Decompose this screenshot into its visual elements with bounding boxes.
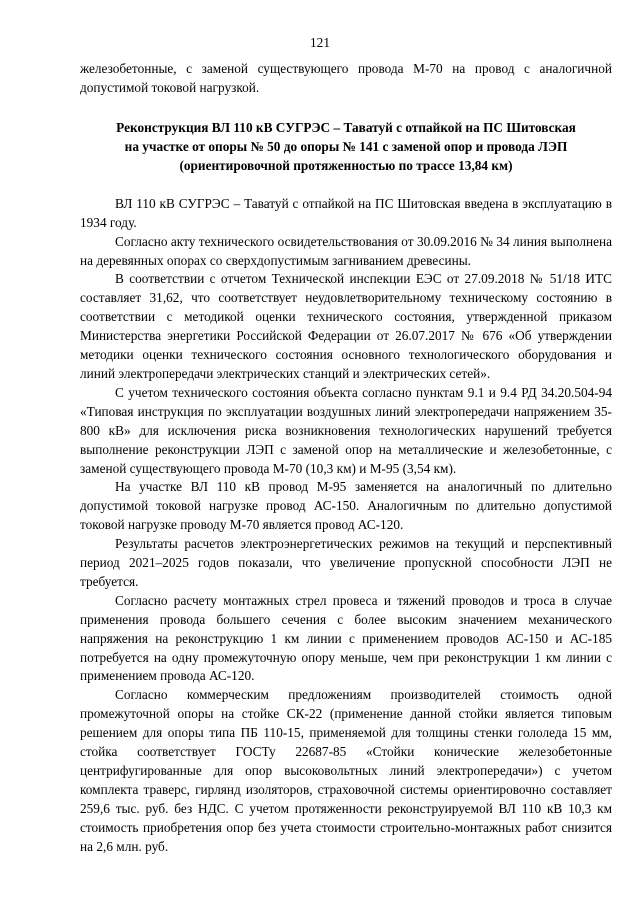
page-number: 121 — [310, 35, 330, 50]
intro-paragraph: железобетонные, с заменой существующего провода М-70 на провод с аналогичной допустимой токовой нагрузкой. — [80, 61, 612, 95]
paragraph-sag-calculation: Согласно расчету монтажных стрел провеса и тяжений проводов и троса в случае применения провода большего сечения с более высоким значением механического напряжения на реконструкцию 1 км линии с применением проводов АС-150 и АС-185 потребуется на одну промежуточную опору меньше, чем при реконструкции 1 км линии с применением провода АС-120. — [80, 592, 612, 684]
paragraph-commissioning: ВЛ 110 кВ СУГРЭС – Таватуй с отпайкой на ПС Шитовская введена в эксплуатацию в 1934 году. — [80, 195, 612, 230]
section-heading — [80, 118, 612, 175]
paragraph-its-report: В соответствии с отчетом Технической инспекции ЕЭС от 27.09.2018 № 51/18 ИТС составляет 31,62, что соответствует неудовлетворительному техническому состоянию в соответствии с методикой оценки технического состояния, утвержденной приказом Министерства энергетики Российской Федерации от 26.07.2017 № 676 «Об утверждении методики оценки технического состояния основного технологического оборудования и линий электропередачи электрических станций и электрических сетей». — [80, 271, 612, 381]
section-heading-line-2: на участке от опоры № 50 до опоры № 141 с заменой опор и провода ЛЭП — [124, 138, 568, 154]
section-heading-line-3: (ориентировочной протяженностью по трассе 13,84 км) — [179, 157, 513, 173]
section-heading-line-1: Реконструкция ВЛ 110 кВ СУГРЭС – Таватуй с отпайкой на ПС Шитовская — [116, 119, 576, 135]
paragraph-regime-calculations: Результаты расчетов электроэнергетических режимов на текущий и перспективный период 2021–2025 годов показали, что увеличение пропускной способности ЛЭП не требуется. — [80, 536, 612, 589]
paragraph-cost-estimate: Согласно коммерческим предложениям производителей стоимость одной промежуточной опоры на стойке СК-22 (применение данной стойки является типовым решением для опоры типа ПБ 110-15, применяемой для толщины стенки гололеда 15 мм, стойка соответствует ГОСТу 22687-85 «Стойки конические железобетонные центрифугированные для опор высоковольтных линий электропередачи») с учетом комплекта траверс, гирлянд изоляторов, страховочной системы ориентировочно составляет 259,6 тыс. руб. без НДС. С учетом протяженности реконструируемой ВЛ 110 кВ 10,3 км стоимость приобретения опор без учета стоимости строительно-монтажных работ снизится на 2,6 млн. руб. — [80, 687, 612, 854]
paragraph-technical-condition: С учетом технического состояния объекта согласно пунктам 9.1 и 9.4 РД 34.20.504-94 «Типовая инструкция по эксплуатации воздушных линий электропередачи напряжением 35-800 кВ» для исключения риска возникновения технологических нарушений требуется выполнение реконструкции ЛЭП с заменой опор на металлические и железобетонные, с заменой существующего провода М-70 (10,3 км) и М-95 (3,54 км). — [80, 384, 612, 476]
paragraph-inspection-act: Согласно акту технического освидетельствования от 30.09.2016 № 34 линия выполнена на деревянных опорах со сверхдопустимым загниванием древесины. — [80, 233, 612, 268]
document-body — [80, 60, 612, 857]
paragraph-wire-replacement: На участке ВЛ 110 кВ провод М-95 заменяется на аналогичный по длительно допустимой токовой нагрузке провод АС-150. Аналогичным по длительно допустимой токовой нагрузке проводу М-70 является провод АС-120. — [80, 479, 612, 533]
